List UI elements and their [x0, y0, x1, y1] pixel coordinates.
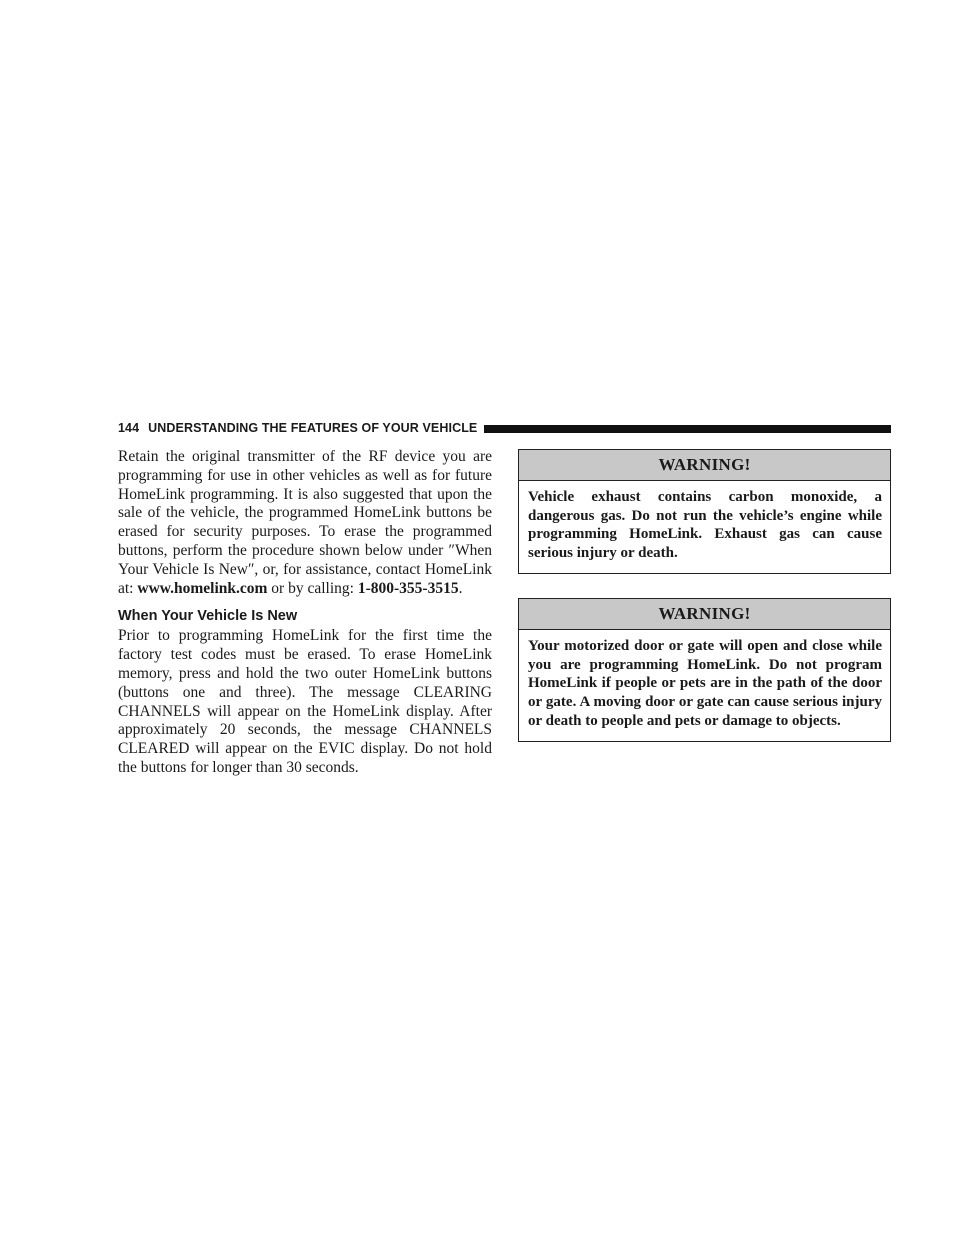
warning-text: Your motorized door or gate will open and close while you are programming HomeLink. Do not program HomeLink if people or pets are in the path of the door or gate. A moving door or gate can cause serious injury or death to people and pets or damage to objects.: [528, 638, 882, 729]
page-header: [118, 418, 891, 438]
warning-title: WARNING!: [519, 599, 890, 630]
intro-paragraph: [118, 448, 492, 598]
intro-text-middle: or by calling:: [267, 579, 358, 597]
warning-box-gate: [518, 598, 891, 742]
vehicle-new-paragraph: Prior to programming HomeLink for the first time the factory test codes must be erased. To erase HomeLink memory, press and hold the two outer HomeLink buttons (buttons one and three). The message CLEARING CHANNELS will appear on the HomeLink display. After approximately 20 seconds, the message CHANNELS CLEARED will appear on the EVIC display. Do not hold the buttons for longer than 30 seconds.: [118, 627, 492, 776]
left-column: [118, 448, 492, 778]
warning-text: Vehicle exhaust contains carbon monoxide, a dangerous gas. Do not run the vehicle’s engine while programming HomeLink. Exhaust gas can cause serious injury or death.: [528, 489, 882, 562]
homelink-phone: 1-800-355-3515: [357, 579, 459, 597]
header-rule: [484, 425, 891, 433]
intro-text-end: .: [458, 579, 463, 597]
warning-title: WARNING!: [519, 450, 890, 481]
intro-text: Retain the original transmitter of the RF device you are programming for use in other vehicles as well as for future HomeLink programming. It is also suggested that upon the sale of the vehicle, the programmed HomeLink buttons be erased for security purposes. To erase the programmed buttons, perform the procedure shown below under ″When Your Vehicle Is New″, or, for assistance, contact HomeLink at:: [118, 448, 492, 597]
subheading-vehicle-new: When Your Vehicle Is New: [118, 608, 298, 625]
warning-box-exhaust: [518, 449, 891, 574]
section-title: UNDERSTANDING THE FEATURES OF YOUR VEHICLE: [148, 421, 478, 435]
page-number: 144: [118, 421, 140, 435]
homelink-url: www.homelink.com: [137, 579, 268, 597]
